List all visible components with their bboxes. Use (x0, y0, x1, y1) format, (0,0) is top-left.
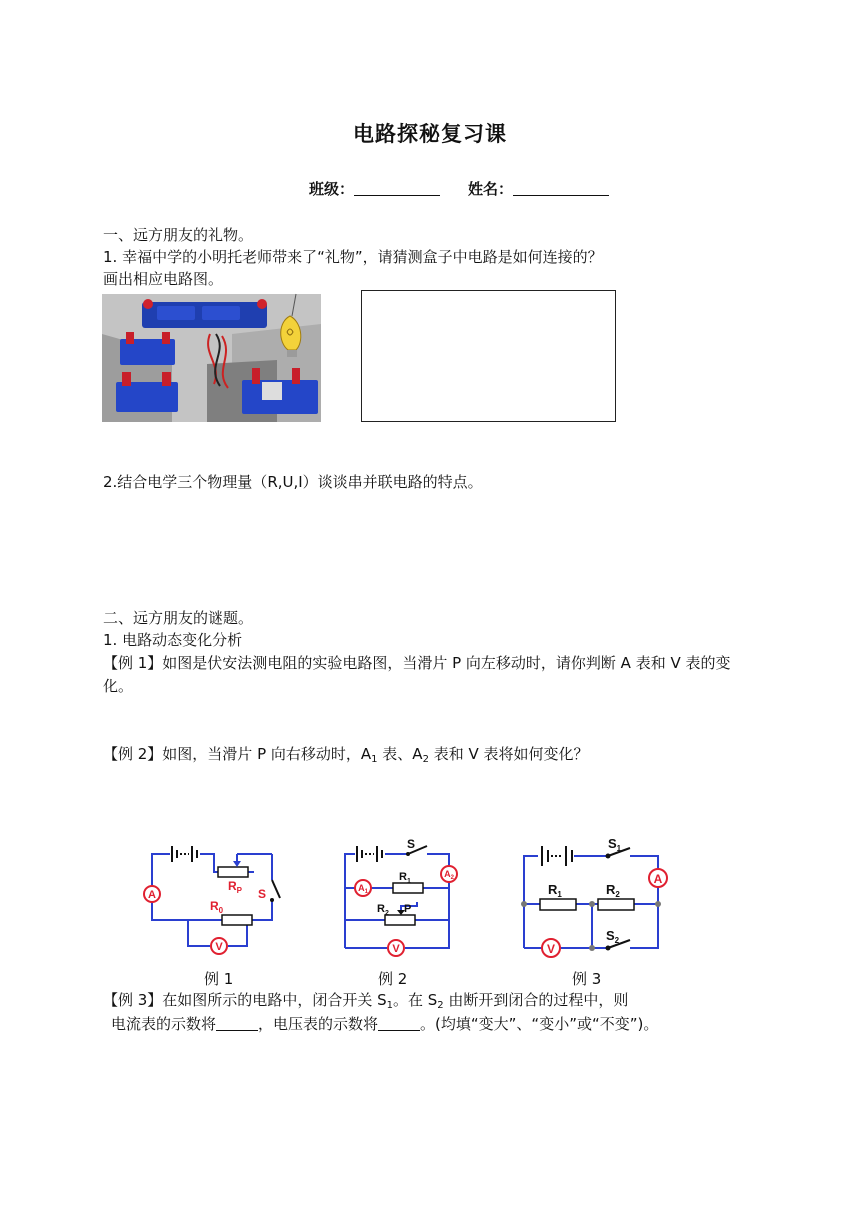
fig1-voltmeter-label: V (215, 941, 223, 953)
circuit-figure-3 (518, 836, 678, 964)
section1-heading: 一、远方朋友的礼物。 (103, 226, 254, 244)
example3-mid: 。在 S (392, 991, 438, 1009)
example3-sub1: 1 (386, 1000, 393, 1011)
fig1-ammeter-label: A (148, 889, 156, 901)
fig1-rp-label: $R_P$ (228, 879, 243, 895)
fig3-r1-label: $R_1$ (548, 882, 562, 899)
fig2-a1-label: $A_1$ (358, 883, 368, 895)
fig3-voltmeter-label: V (546, 942, 556, 956)
example2-suffix: 表和 V 表将如何变化？ (428, 745, 589, 763)
circuit-figure-1 (142, 842, 287, 966)
fig2-p-label: P (404, 903, 412, 915)
ammeter-answer-blank[interactable] (216, 1016, 258, 1031)
example2-mid: 表、A (377, 745, 423, 763)
name-blank[interactable] (513, 181, 609, 196)
fig2-a2-label: $A_2$ (444, 869, 454, 881)
voltmeter-prompt: ，电压表的示数将 (258, 1015, 379, 1033)
example2-sub1: 1 (371, 754, 378, 765)
caption-example-1: 例 1 (204, 970, 234, 988)
caption-example-3: 例 3 (572, 970, 602, 988)
fig3-s1-label: $S_1$ (608, 836, 622, 853)
fig1-s-label: S (258, 887, 267, 901)
example2-sub2: 2 (422, 754, 429, 765)
name-field (468, 178, 609, 199)
example3-line2 (111, 1013, 658, 1035)
example2-prefix: 【例 2】如图，当滑片 P 向右移动时，A (103, 745, 372, 763)
section2-heading: 二、远方朋友的谜题。 (103, 609, 254, 627)
q1-line1: 1. 幸福中学的小明托老师带来了“礼物”，请猜测盒子中电路是如何连接的？ (103, 248, 603, 266)
example3-prefix: 【例 3】在如图所示的电路中，闭合开关 S (103, 991, 387, 1009)
q2-text: 2.结合电学三个物理量（R,U,I）谈谈串并联电路的特点。 (103, 473, 483, 491)
ammeter-prompt: 电流表的示数将 (111, 1015, 217, 1033)
voltmeter-answer-blank[interactable] (378, 1016, 420, 1031)
class-label: 班级： (309, 180, 355, 198)
fig1-r0-label: $R_0$ (210, 899, 224, 915)
fig3-r2-label: $R_2$ (606, 882, 620, 899)
name-label: 姓名： (468, 180, 514, 198)
example1-line1: 【例 1】如图是伏安法测电阻的实验电路图，当滑片 P 向左移动时，请你判断 A 表和 V 表的变 (103, 654, 731, 672)
circuit-drawing-box[interactable] (361, 290, 616, 422)
fill-instruction: 。(均填“变大”、“变小”或“不变”)。 (420, 1015, 659, 1033)
fig3-s2-label: $S_2$ (606, 928, 620, 945)
example1-line2: 化。 (103, 677, 134, 695)
page-title: 电路探秘复习课 (353, 122, 507, 146)
lightbulb-icon (270, 292, 310, 366)
fig2-s-label: S (407, 838, 416, 851)
fig3-ammeter-label: A (653, 872, 663, 886)
circuit-figure-2 (337, 838, 467, 964)
fig2-r2-label: $R_2$ (377, 903, 389, 917)
class-field (309, 178, 440, 199)
q1-line2: 画出相应电路图。 (103, 270, 224, 288)
fig2-r1-label: $R_1$ (399, 871, 411, 885)
class-blank[interactable] (354, 181, 440, 196)
example3-suffix: 由断开到闭合的过程中，则 (443, 991, 629, 1009)
sub1-heading: 1. 电路动态变化分析 (103, 631, 243, 649)
caption-example-2: 例 2 (378, 970, 408, 988)
fig2-voltmeter-label: V (392, 943, 400, 955)
example2-text (103, 743, 589, 771)
example3-sub2: 2 (437, 1000, 444, 1011)
